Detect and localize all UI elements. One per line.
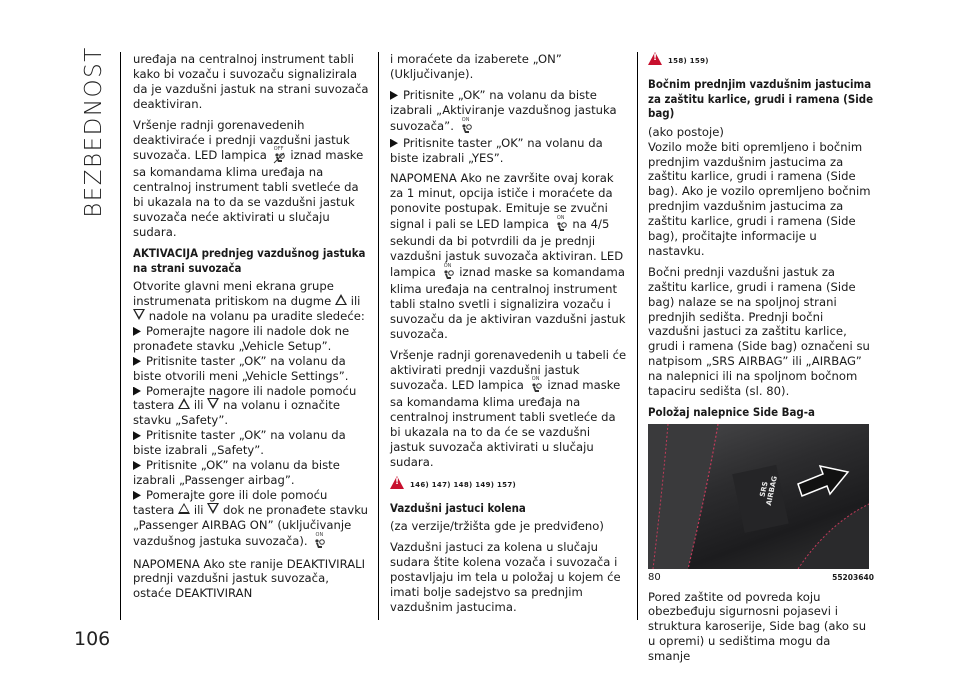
triangle-right-bullet-icon bbox=[133, 431, 141, 440]
column-rule-left bbox=[120, 52, 121, 620]
warning-references: !146) 147) 148) 149) 157) bbox=[390, 476, 628, 493]
paragraph: (za verzije/tržišta gde je predviđeno) bbox=[390, 519, 604, 534]
airbag-off-lamp-icon: OFF bbox=[271, 147, 287, 165]
section-heading: Bočnim prednjim vazdušnim jastucima za zaštitu karlice, grudi i ramena (Side bag) bbox=[648, 76, 874, 121]
list-item: Pritisnite taster „OK” na volanu da biste izabrali „YES”. bbox=[390, 135, 603, 165]
list-item: Pritisnite „OK” na volanu da biste izabrali „Passenger airbag”. bbox=[133, 458, 340, 487]
paragraph: Vršenje radnji gorenavedenih deaktiviraće i prednji vazdušni jastuk suvozača. LED lampica OFF iznad maske sa komandama klima uređaja na centralnoj instrument tabli svetleće da bi ukazala na to da se vazdušni jastuk suvozača neće aktivirati u slučaju sudara. bbox=[133, 117, 364, 240]
column-1 bbox=[133, 52, 369, 607]
paragraph: Vozilo može biti opremljeno i bočnim prednjim vazdušnim jastucima za zaštitu karlice, grudi i ramena (Side bag). Ako je vozilo opremljeno bočnim prednjim vazdušnim jastucima za zaštitu karlice, grudi i ramena (Side bag), pročitajte informacije u nastavku. bbox=[648, 139, 871, 258]
paragraph: Otvorite glavni meni ekrana grupe instrumenata pritiskom na dugme ili nadole na volanu pa uradite sledeće: bbox=[133, 279, 365, 323]
list-item: Pritisnite taster „OK” na volanu da biste otvorili meni „Vehicle Settings”. bbox=[133, 353, 349, 383]
paragraph: Vršenje radnji gorenavedenih u tabeli će aktivirati prednji vazdušni jastuk suvozača. LED lampica ON iznad maske sa komandama klima uređaja na centralnoj instrument tabli svetleće da bi ukazala na to da će se vazdušni jastuk suvozača aktivirati u slučaju sudara. bbox=[390, 347, 627, 470]
column-rule-right bbox=[637, 52, 638, 620]
warning-triangle-icon bbox=[648, 52, 662, 65]
side-bag-label-photo bbox=[648, 424, 869, 569]
up-triangle-button-icon bbox=[178, 398, 190, 409]
triangle-right-bullet-icon bbox=[133, 491, 141, 500]
paragraph: uređaja na centralnoj instrument tabli kako bi vozaču i suvozaču signalizirala da je vazdušni jastuk na strani suvozača deaktiviran. bbox=[133, 52, 369, 111]
paragraph: Pored zaštite od povreda koju obezbeđuju sigurnosni pojasevi i struktura karoserije, Side bag (ako su u opremi) u sedištima mogu da smanje bbox=[648, 589, 867, 664]
list-item: Pomerajte gore ili dole pomoću tastera ili dok ne pronađete stavku „Passenger AIRBAG ON” (uključivanje vazdušnog jastuka suvozača). ON bbox=[133, 488, 369, 551]
triangle-right-bullet-icon bbox=[133, 327, 141, 336]
paragraph: Bočni prednji vazdušni jastuk za zaštitu karlice, grudi i ramena (Side bag) nalaze se na spoljnoj strani prednjih sedišta. Prednji bočni vazdušni jastuci za zaštitu karlice, grudi i ramena (Side bag) označeni su natpisom „SRS AIRBAG” ili „AIRBAG” na nalepnici ili na spoljnom bočnom tapaciru sedišta (sl. 80). bbox=[648, 264, 870, 399]
warning-references: !158) 159) bbox=[648, 52, 874, 69]
triangle-right-bullet-icon bbox=[390, 139, 398, 148]
triangle-right-bullet-icon bbox=[390, 91, 398, 100]
list-item: Pritisnite „OK” na volanu da biste izabrali „Aktiviranje vazdušnog jastuka suvozača”. ON bbox=[390, 88, 628, 136]
column-2 bbox=[390, 52, 628, 621]
airbag-on-lamp-icon: ON bbox=[553, 216, 569, 234]
paragraph: Vazdušni jastuci za kolena u slučaju sudara štite kolena vozača i suvozača i postavljaju im tela u položaj u kojem će imati bolje sadejstvo sa prednjim vazdušnim jastucima. bbox=[390, 540, 621, 614]
up-triangle-button-icon bbox=[178, 503, 190, 514]
page-number: 106 bbox=[74, 628, 111, 650]
list-item: Pomerajte nagore ili nadole dok ne pronađete stavku „Vehicle Setup”. bbox=[133, 323, 350, 353]
triangle-right-bullet-icon bbox=[133, 461, 141, 470]
column-rule-middle bbox=[378, 52, 379, 620]
airbag-on-lamp-icon: ON bbox=[458, 118, 474, 136]
section-heading: Položaj nalepnice Side Bag-a bbox=[648, 405, 815, 419]
down-triangle-button-icon bbox=[207, 503, 219, 514]
section-heading: Vazdušni jastuci kolena bbox=[390, 500, 526, 515]
figure-caption: 80 55203640 bbox=[648, 571, 874, 583]
airbag-on-lamp-icon: ON bbox=[440, 264, 456, 282]
paragraph: NAPOMENA Ako ne završite ovaj korak za 1 minut, opcija ističe i moraćete da ponovite postupak. Emituje se zvučni signal i pali se LED lampica ON na 4/5 sekundi da bi potvrdili da je prednji vazdušni jastuk suvozača aktiviran. LED lampica ON iznad maske sa komandama klima uređaja na centralnoj instrument tabli stalno svetli i signalizira vozaču i suvozaču da je aktiviran vazdušni jastuk suvozača. bbox=[390, 171, 626, 341]
triangle-right-bullet-icon bbox=[133, 387, 141, 396]
airbag-on-lamp-icon: ON bbox=[311, 533, 327, 551]
section-heading: AKTIVACIJA prednjeg vazdušnog jastuka na strani suvozača bbox=[133, 245, 366, 275]
paragraph: i moraćete da izaberete „ON” (Uključivanje). bbox=[390, 52, 562, 81]
warning-triangle-icon bbox=[390, 476, 404, 489]
down-triangle-button-icon bbox=[207, 398, 219, 409]
triangle-right-bullet-icon bbox=[133, 357, 141, 366]
srs-airbag-label: SRS AIRBAG bbox=[758, 474, 779, 506]
down-triangle-button-icon bbox=[133, 309, 145, 320]
airbag-on-lamp-icon: ON bbox=[528, 377, 544, 395]
list-item: Pomerajte nagore ili nadole pomoću tastera ili na volanu i označite stavku „Safety”. bbox=[133, 383, 357, 428]
column-3 bbox=[648, 52, 874, 670]
paragraph: (ako postoje) bbox=[648, 124, 724, 139]
section-title: BEZBEDNOST bbox=[81, 46, 108, 218]
list-item: Pritisnite taster „OK” na volanu da biste izabrali „Safety”. bbox=[133, 428, 346, 458]
paragraph: NAPOMENA Ako ste ranije DEAKTIVIRALI prednji vazdušni jastuk suvozača, ostaće DEAKTIVIRAN bbox=[133, 556, 366, 601]
up-triangle-button-icon bbox=[335, 294, 347, 305]
